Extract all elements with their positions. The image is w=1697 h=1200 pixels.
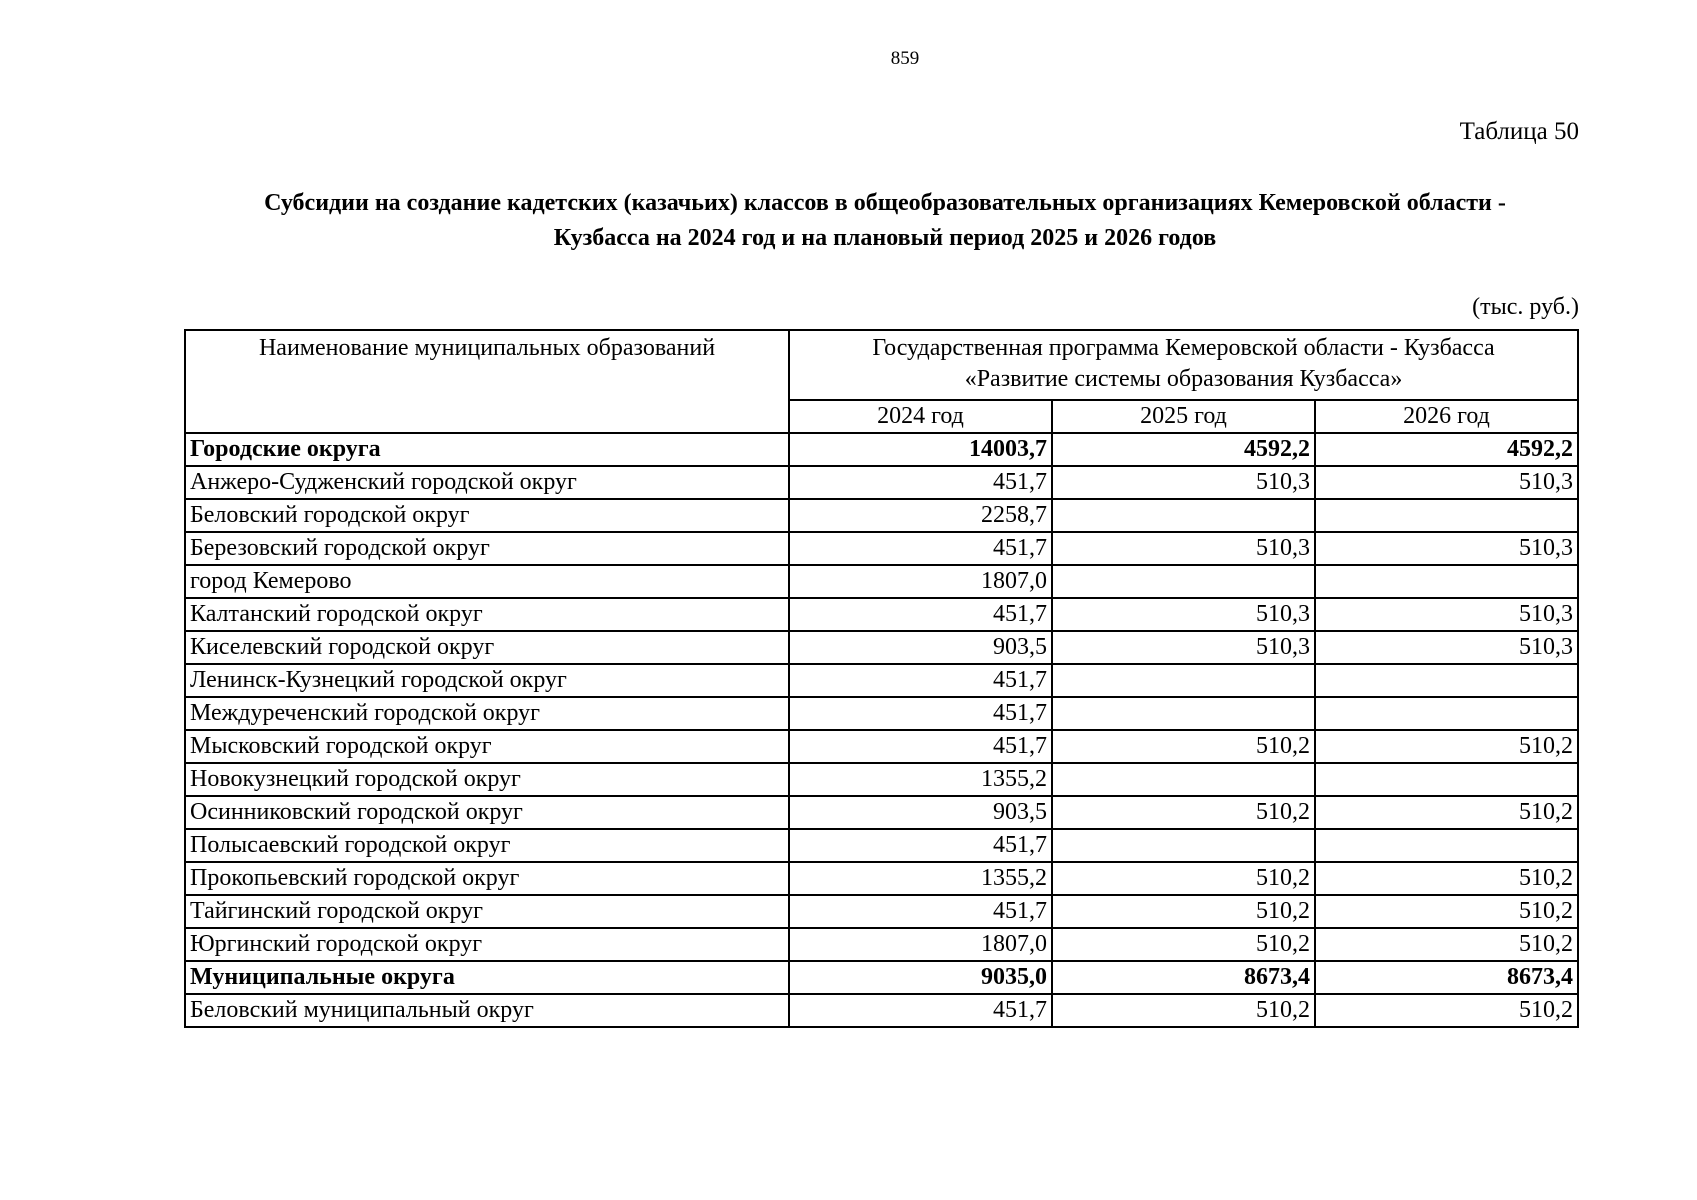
cell-name: Калтанский городской округ	[185, 598, 789, 631]
cell-name: Беловский муниципальный округ	[185, 994, 789, 1027]
table-row	[185, 763, 1578, 796]
cell-2025: 510,2	[1052, 796, 1315, 829]
cell-name: Киселевский городской округ	[185, 631, 789, 664]
cell-2024: 2258,7	[789, 499, 1052, 532]
cell-2026: 510,3	[1315, 466, 1578, 499]
table-row	[185, 631, 1578, 664]
cell-name: Междуреченский городской округ	[185, 697, 789, 730]
cell-2025: 8673,4	[1052, 961, 1315, 994]
cell-2025: 510,2	[1052, 994, 1315, 1027]
cell-2026	[1315, 763, 1578, 796]
table-row	[185, 532, 1578, 565]
cell-2024: 9035,0	[789, 961, 1052, 994]
cell-2026: 510,2	[1315, 994, 1578, 1027]
cell-2024: 1807,0	[789, 928, 1052, 961]
cell-2025: 510,2	[1052, 895, 1315, 928]
cell-2024: 1807,0	[789, 565, 1052, 598]
cell-name: Беловский городской округ	[185, 499, 789, 532]
cell-2025	[1052, 664, 1315, 697]
table-row	[185, 664, 1578, 697]
cell-name: Городские округа	[185, 433, 789, 466]
cell-2025	[1052, 829, 1315, 862]
table-row	[185, 433, 1578, 466]
table-row	[185, 895, 1578, 928]
document-title	[185, 186, 1585, 256]
table-row	[185, 796, 1578, 829]
cell-2026: 510,3	[1315, 631, 1578, 664]
table-row	[185, 961, 1578, 994]
cell-2025	[1052, 499, 1315, 532]
table-row	[185, 598, 1578, 631]
cell-name: Анжеро-Судженский городской округ	[185, 466, 789, 499]
cell-2024: 451,7	[789, 466, 1052, 499]
cell-2024: 451,7	[789, 697, 1052, 730]
table-row	[185, 994, 1578, 1027]
cell-2024: 451,7	[789, 532, 1052, 565]
cell-name: Ленинск-Кузнецкий городской округ	[185, 664, 789, 697]
table-row	[185, 499, 1578, 532]
cell-2026: 8673,4	[1315, 961, 1578, 994]
table-row	[185, 862, 1578, 895]
cell-2025: 510,3	[1052, 598, 1315, 631]
cell-2026: 510,2	[1315, 796, 1578, 829]
cell-2025: 510,2	[1052, 928, 1315, 961]
program-line-1: Государственная программа Кемеровской области - Кузбасса	[872, 335, 1495, 361]
cell-2024: 903,5	[789, 631, 1052, 664]
cell-2026	[1315, 829, 1578, 862]
document-title-line-2: Кузбасса на 2024 год и на плановый период 2025 и 2026 годов	[553, 225, 1217, 251]
cell-name: Муниципальные округа	[185, 961, 789, 994]
cell-2024: 451,7	[789, 598, 1052, 631]
table-row	[185, 565, 1578, 598]
cell-2026	[1315, 565, 1578, 598]
column-header-program	[789, 330, 1578, 400]
cell-2025	[1052, 565, 1315, 598]
cell-2025	[1052, 697, 1315, 730]
cell-2025: 510,3	[1052, 631, 1315, 664]
cell-name: Юргинский городской округ	[185, 928, 789, 961]
table-row	[185, 466, 1578, 499]
cell-2026	[1315, 697, 1578, 730]
cell-name: Осинниковский городской округ	[185, 796, 789, 829]
cell-name: Прокопьевский городской округ	[185, 862, 789, 895]
cell-2026: 510,3	[1315, 532, 1578, 565]
cell-2025: 510,2	[1052, 862, 1315, 895]
cell-name: Новокузнецкий городской округ	[185, 763, 789, 796]
cell-2026: 510,2	[1315, 862, 1578, 895]
cell-name: Мысковский городской округ	[185, 730, 789, 763]
program-line-2: «Развитие системы образования Кузбасса»	[964, 366, 1403, 392]
document-title-line-1: Субсидии на создание кадетских (казачьих) классов в общеобразовательных организациях Кемеровской области -	[264, 190, 1506, 216]
cell-2026	[1315, 499, 1578, 532]
cell-2024: 451,7	[789, 829, 1052, 862]
cell-2024: 1355,2	[789, 862, 1052, 895]
cell-name: Березовский городской округ	[185, 532, 789, 565]
cell-2024: 1355,2	[789, 763, 1052, 796]
cell-2026: 510,2	[1315, 928, 1578, 961]
table-row	[185, 730, 1578, 763]
cell-2025: 510,3	[1052, 466, 1315, 499]
table-header-row	[185, 330, 1578, 400]
column-header-name: Наименование муниципальных образований	[185, 330, 789, 433]
page-number: 859	[890, 48, 920, 69]
cell-2025: 510,3	[1052, 532, 1315, 565]
cell-name: Тайгинский городской округ	[185, 895, 789, 928]
cell-2024: 14003,7	[789, 433, 1052, 466]
column-header-2026: 2026 год	[1315, 400, 1578, 433]
cell-2024: 903,5	[789, 796, 1052, 829]
cell-2025: 4592,2	[1052, 433, 1315, 466]
cell-2026: 510,2	[1315, 730, 1578, 763]
subsidy-table	[184, 329, 1579, 1028]
column-header-2025: 2025 год	[1052, 400, 1315, 433]
units-label: (тыс. руб.)	[1472, 294, 1579, 320]
cell-2026: 4592,2	[1315, 433, 1578, 466]
table-row	[185, 928, 1578, 961]
table-row	[185, 829, 1578, 862]
cell-2026	[1315, 664, 1578, 697]
cell-2025	[1052, 763, 1315, 796]
cell-2026: 510,3	[1315, 598, 1578, 631]
table-body	[185, 433, 1578, 1027]
cell-name: город Кемерово	[185, 565, 789, 598]
cell-name: Полысаевский городской округ	[185, 829, 789, 862]
table-label: Таблица 50	[1459, 118, 1579, 145]
cell-2025: 510,2	[1052, 730, 1315, 763]
cell-2024: 451,7	[789, 730, 1052, 763]
cell-2024: 451,7	[789, 664, 1052, 697]
cell-2024: 451,7	[789, 994, 1052, 1027]
cell-2024: 451,7	[789, 895, 1052, 928]
table-row	[185, 697, 1578, 730]
cell-2026: 510,2	[1315, 895, 1578, 928]
column-header-2024: 2024 год	[789, 400, 1052, 433]
